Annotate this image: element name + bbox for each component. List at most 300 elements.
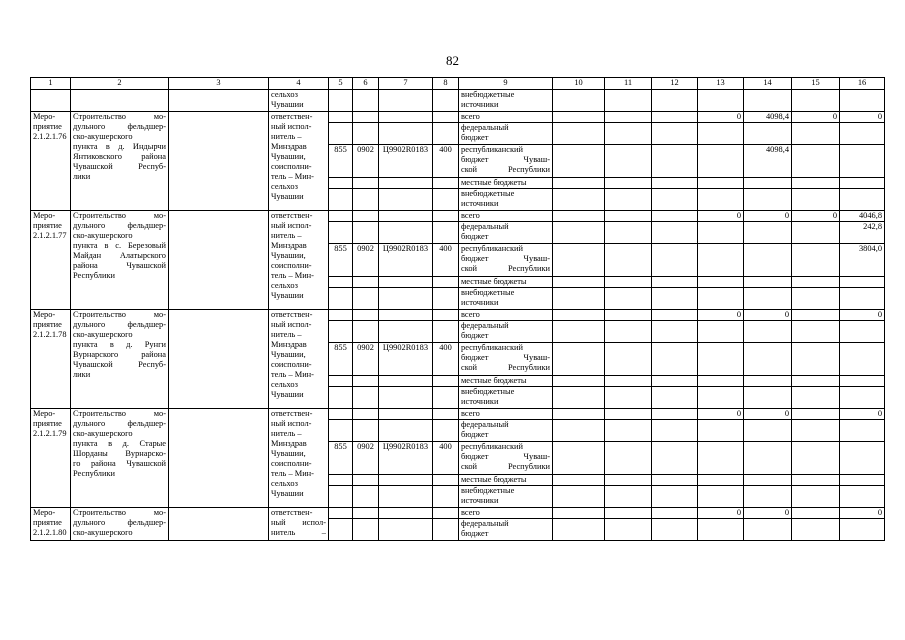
cell	[605, 475, 652, 486]
event-id: Меро- приятие 2.1.2.1.80	[31, 508, 71, 541]
amount-cell: 0	[698, 310, 744, 321]
amount-cell: 0	[698, 211, 744, 222]
cell	[605, 211, 652, 222]
amount-cell	[744, 222, 792, 244]
col-header: 1	[31, 78, 71, 90]
cell	[744, 486, 792, 508]
cell	[792, 90, 840, 112]
amount-cell	[698, 343, 744, 376]
amount-cell: 0	[840, 508, 885, 519]
cell	[433, 90, 459, 112]
cell	[840, 277, 885, 288]
amount-cell	[792, 222, 840, 244]
cell	[379, 123, 433, 145]
cell	[379, 178, 433, 189]
amount-cell: 0	[744, 508, 792, 519]
event-id: Меро- приятие 2.1.2.1.77	[31, 211, 71, 310]
cell	[553, 508, 605, 519]
cell	[553, 519, 605, 541]
cell	[433, 475, 459, 486]
amount-cell	[698, 244, 744, 277]
cell	[379, 112, 433, 123]
cell	[744, 178, 792, 189]
cell	[353, 409, 379, 420]
cell	[433, 376, 459, 387]
cell	[169, 409, 269, 508]
cell	[169, 211, 269, 310]
cell	[553, 475, 605, 486]
cell	[329, 178, 353, 189]
cell	[379, 211, 433, 222]
cell	[553, 343, 605, 376]
cell	[744, 376, 792, 387]
cell	[840, 189, 885, 211]
source-cell: внебюджетные источники	[459, 90, 553, 112]
cell	[353, 519, 379, 541]
col-header: 3	[169, 78, 269, 90]
col-header: 12	[652, 78, 698, 90]
column-numbers-row	[31, 78, 885, 90]
cell	[553, 277, 605, 288]
amount-cell	[698, 145, 744, 178]
cell	[605, 277, 652, 288]
cell	[433, 409, 459, 420]
col-header: 4	[269, 78, 329, 90]
cell	[433, 211, 459, 222]
col-header: 11	[605, 78, 652, 90]
cell	[605, 178, 652, 189]
event-id: Меро- приятие 2.1.2.1.79	[31, 409, 71, 508]
cell	[379, 310, 433, 321]
cell	[652, 112, 698, 123]
cell	[353, 508, 379, 519]
source-cell: федеральный бюджет	[459, 222, 553, 244]
amount-cell	[698, 519, 744, 541]
cell	[792, 486, 840, 508]
code-cell: 0902	[353, 343, 379, 376]
source-cell: федеральный бюджет	[459, 519, 553, 541]
col-header: 7	[379, 78, 433, 90]
amount-cell: 4046,8	[840, 211, 885, 222]
cell	[329, 409, 353, 420]
cell	[605, 310, 652, 321]
amount-cell: 0	[840, 112, 885, 123]
code-cell: 400	[433, 145, 459, 178]
source-cell: местные бюджеты	[459, 376, 553, 387]
cell	[553, 409, 605, 420]
amount-cell	[840, 321, 885, 343]
amount-cell	[840, 442, 885, 475]
event-row-total	[31, 310, 885, 321]
cell	[353, 321, 379, 343]
amount-cell	[698, 222, 744, 244]
amount-cell	[792, 420, 840, 442]
cell	[553, 310, 605, 321]
cell	[433, 420, 459, 442]
cell	[433, 387, 459, 409]
event-name: Строительство мо- дульного фельдшер- ско-акушерского пункта в д. Старые Шорданы Вурнарско- го района Чувашской Республики	[71, 409, 169, 508]
cell	[169, 310, 269, 409]
source-cell: внебюджетные источники	[459, 189, 553, 211]
cell	[652, 178, 698, 189]
event-name: Строительство мо- дульного фельдшер- ско-акушерского пункта в с. Березовый Майдан Алатырского района Чувашской Республики	[71, 211, 169, 310]
cell	[652, 387, 698, 409]
cell	[605, 343, 652, 376]
cell	[744, 189, 792, 211]
cell	[329, 288, 353, 310]
cell	[652, 145, 698, 178]
cell	[353, 178, 379, 189]
amount-cell: 0	[792, 211, 840, 222]
cell	[329, 123, 353, 145]
event-id: Меро- приятие 2.1.2.1.76	[31, 112, 71, 211]
amount-cell: 0	[698, 508, 744, 519]
cell	[652, 277, 698, 288]
executor-cell: ответствен- ный испол- нитель – Минздрав Чувашии, соисполни- тель – Мин- сельхоз Чувашии	[269, 211, 329, 310]
cell	[652, 343, 698, 376]
cell	[553, 112, 605, 123]
source-cell: республиканский бюджет Чуваш- ской Республики	[459, 343, 553, 376]
amount-cell: 242,8	[840, 222, 885, 244]
cell	[379, 508, 433, 519]
cell	[652, 222, 698, 244]
cell	[329, 475, 353, 486]
amount-cell: 0	[840, 310, 885, 321]
cell	[379, 90, 433, 112]
cell	[329, 189, 353, 211]
cell	[553, 442, 605, 475]
cell	[652, 420, 698, 442]
cell	[433, 222, 459, 244]
amount-cell	[792, 519, 840, 541]
cell	[353, 90, 379, 112]
col-header: 10	[553, 78, 605, 90]
cell	[605, 409, 652, 420]
cell	[840, 90, 885, 112]
cell	[329, 508, 353, 519]
cell	[169, 90, 269, 112]
cell	[353, 420, 379, 442]
source-cell: республиканский бюджет Чуваш- ской Республики	[459, 244, 553, 277]
cell	[792, 178, 840, 189]
cell	[329, 376, 353, 387]
cell	[652, 321, 698, 343]
executor-cell: ответствен- ный испол- нитель – Минздрав Чувашии, соисполни- тель – Мин- сельхоз Чувашии	[269, 409, 329, 508]
cell	[605, 90, 652, 112]
cell	[605, 145, 652, 178]
code-cell: Ц9902R0183	[379, 244, 433, 277]
cell	[329, 222, 353, 244]
cell	[652, 123, 698, 145]
cell	[605, 376, 652, 387]
cell	[553, 189, 605, 211]
amount-cell	[792, 442, 840, 475]
cell	[605, 519, 652, 541]
cell	[379, 222, 433, 244]
cell	[652, 486, 698, 508]
code-cell: 0902	[353, 244, 379, 277]
cell	[433, 189, 459, 211]
event-row-total	[31, 211, 885, 222]
cell	[379, 277, 433, 288]
executor-cell: ответствен- ный испол- нитель – Минздрав Чувашии, соисполни- тель – Мин- сельхоз Чувашии	[269, 112, 329, 211]
cell	[698, 288, 744, 310]
cell	[605, 321, 652, 343]
cell	[652, 310, 698, 321]
amount-cell	[698, 123, 744, 145]
col-header: 6	[353, 78, 379, 90]
cell	[744, 475, 792, 486]
cell	[433, 321, 459, 343]
cell	[698, 277, 744, 288]
source-cell: внебюджетные источники	[459, 486, 553, 508]
cell	[744, 277, 792, 288]
cell	[353, 277, 379, 288]
amount-cell	[792, 145, 840, 178]
col-header: 15	[792, 78, 840, 90]
amount-cell	[840, 343, 885, 376]
event-name: Строительство мо- дульного фельдшер- ско-акушерского	[71, 508, 169, 541]
source-cell: республиканский бюджет Чуваш- ской Республики	[459, 145, 553, 178]
cell	[553, 178, 605, 189]
source-cell: местные бюджеты	[459, 178, 553, 189]
cell	[605, 508, 652, 519]
cell	[840, 486, 885, 508]
page-number: 82	[446, 53, 459, 68]
code-cell: 855	[329, 145, 353, 178]
code-cell: Ц9902R0183	[379, 145, 433, 178]
source-cell: всего	[459, 409, 553, 420]
continuation-row	[31, 90, 885, 112]
cell	[605, 112, 652, 123]
cell	[553, 123, 605, 145]
amount-cell	[744, 321, 792, 343]
amount-cell	[744, 343, 792, 376]
cell	[652, 90, 698, 112]
cell	[329, 387, 353, 409]
cell	[652, 508, 698, 519]
amount-cell	[744, 519, 792, 541]
amount-cell	[744, 420, 792, 442]
cell	[605, 123, 652, 145]
source-cell: всего	[459, 112, 553, 123]
cell	[329, 321, 353, 343]
cell	[379, 189, 433, 211]
amount-cell	[792, 244, 840, 277]
code-cell: Ц9902R0183	[379, 343, 433, 376]
cell	[605, 244, 652, 277]
cell	[698, 387, 744, 409]
source-cell: федеральный бюджет	[459, 123, 553, 145]
cell	[792, 475, 840, 486]
amount-cell: 3804,0	[840, 244, 885, 277]
cell	[433, 112, 459, 123]
cell	[169, 508, 269, 541]
cell	[329, 112, 353, 123]
cell	[792, 288, 840, 310]
amount-cell	[698, 321, 744, 343]
col-header: 5	[329, 78, 353, 90]
amount-cell	[840, 420, 885, 442]
cell	[433, 310, 459, 321]
cell	[652, 475, 698, 486]
cell	[329, 277, 353, 288]
source-cell: местные бюджеты	[459, 475, 553, 486]
amount-cell	[698, 442, 744, 475]
cell	[840, 288, 885, 310]
cell	[792, 376, 840, 387]
code-cell: 400	[433, 442, 459, 475]
cell	[433, 277, 459, 288]
program-table	[30, 77, 885, 541]
cell	[433, 519, 459, 541]
cell	[329, 310, 353, 321]
code-cell: 855	[329, 442, 353, 475]
cell	[698, 178, 744, 189]
cell	[652, 288, 698, 310]
cell	[652, 376, 698, 387]
cell	[553, 321, 605, 343]
cell	[379, 420, 433, 442]
source-cell: федеральный бюджет	[459, 420, 553, 442]
amount-cell: 0	[698, 409, 744, 420]
cell	[652, 442, 698, 475]
amount-cell	[744, 244, 792, 277]
cell	[433, 288, 459, 310]
source-cell: внебюджетные источники	[459, 288, 553, 310]
cell	[353, 376, 379, 387]
amount-cell: 0	[840, 409, 885, 420]
event-name: Строительство мо- дульного фельдшер- ско-акушерского пункта в д. Индырчи Янтиковского района Чувашской Респуб- лики	[71, 112, 169, 211]
code-cell: 0902	[353, 442, 379, 475]
cell	[31, 90, 71, 112]
amount-cell	[840, 145, 885, 178]
amount-cell	[744, 123, 792, 145]
code-cell: 400	[433, 244, 459, 277]
cell	[379, 376, 433, 387]
cell	[698, 189, 744, 211]
event-row-total	[31, 508, 885, 519]
amount-cell: 0	[792, 112, 840, 123]
cell	[553, 387, 605, 409]
cell	[698, 486, 744, 508]
code-cell: Ц9902R0183	[379, 442, 433, 475]
cell	[353, 123, 379, 145]
source-cell: местные бюджеты	[459, 277, 553, 288]
cell	[553, 145, 605, 178]
amount-cell: 4098,4	[744, 112, 792, 123]
amount-cell	[792, 343, 840, 376]
source-cell: федеральный бюджет	[459, 321, 553, 343]
cell	[379, 486, 433, 508]
code-cell: 855	[329, 244, 353, 277]
cell	[553, 288, 605, 310]
cell	[605, 442, 652, 475]
col-header: 8	[433, 78, 459, 90]
source-cell: всего	[459, 211, 553, 222]
amount-cell	[840, 123, 885, 145]
cell	[744, 288, 792, 310]
cell	[553, 420, 605, 442]
cell	[744, 90, 792, 112]
cell	[605, 222, 652, 244]
amount-cell	[792, 321, 840, 343]
amount-cell	[744, 442, 792, 475]
amount-cell	[792, 409, 840, 420]
cell	[379, 387, 433, 409]
cell	[353, 310, 379, 321]
amount-cell	[698, 420, 744, 442]
cell	[792, 189, 840, 211]
cell	[553, 486, 605, 508]
cell	[353, 189, 379, 211]
cell	[353, 112, 379, 123]
cell	[553, 211, 605, 222]
executor-cell: ответствен- ный испол- нитель –	[269, 508, 329, 541]
cell	[353, 222, 379, 244]
col-header: 14	[744, 78, 792, 90]
cell	[71, 90, 169, 112]
amount-cell: 0	[744, 409, 792, 420]
executor-cell: ответствен- ный испол- нитель – Минздрав Чувашии, соисполни- тель – Мин- сельхоз Чувашии	[269, 310, 329, 409]
cell	[353, 387, 379, 409]
cell	[553, 90, 605, 112]
cell	[605, 189, 652, 211]
cell	[353, 211, 379, 222]
col-header: 16	[840, 78, 885, 90]
cell	[652, 244, 698, 277]
event-row-total	[31, 409, 885, 420]
cell	[605, 288, 652, 310]
source-cell: всего	[459, 310, 553, 321]
cell	[379, 475, 433, 486]
cell	[329, 420, 353, 442]
cell	[840, 178, 885, 189]
code-cell: 0902	[353, 145, 379, 178]
amount-cell: 4098,4	[744, 145, 792, 178]
amount-cell	[792, 310, 840, 321]
cell	[379, 519, 433, 541]
cell	[379, 409, 433, 420]
cell	[652, 409, 698, 420]
amount-cell	[792, 508, 840, 519]
cell	[553, 376, 605, 387]
cell	[792, 387, 840, 409]
cell	[698, 376, 744, 387]
amount-cell	[792, 123, 840, 145]
cell	[698, 475, 744, 486]
event-id: Меро- приятие 2.1.2.1.78	[31, 310, 71, 409]
cell	[433, 486, 459, 508]
amount-cell	[840, 519, 885, 541]
cell	[379, 321, 433, 343]
cell	[169, 112, 269, 211]
cell	[605, 486, 652, 508]
cell	[553, 244, 605, 277]
cell	[652, 211, 698, 222]
amount-cell: 0	[698, 112, 744, 123]
cell	[329, 486, 353, 508]
code-cell: 400	[433, 343, 459, 376]
cell	[433, 123, 459, 145]
cell	[840, 376, 885, 387]
code-cell: 855	[329, 343, 353, 376]
col-header: 13	[698, 78, 744, 90]
cell	[353, 475, 379, 486]
cell	[433, 178, 459, 189]
event-name: Строительство мо- дульного фельдшер- ско-акушерского пункта в д. Рунги Вурнарского района Чувашской Респуб- лики	[71, 310, 169, 409]
cell	[652, 189, 698, 211]
